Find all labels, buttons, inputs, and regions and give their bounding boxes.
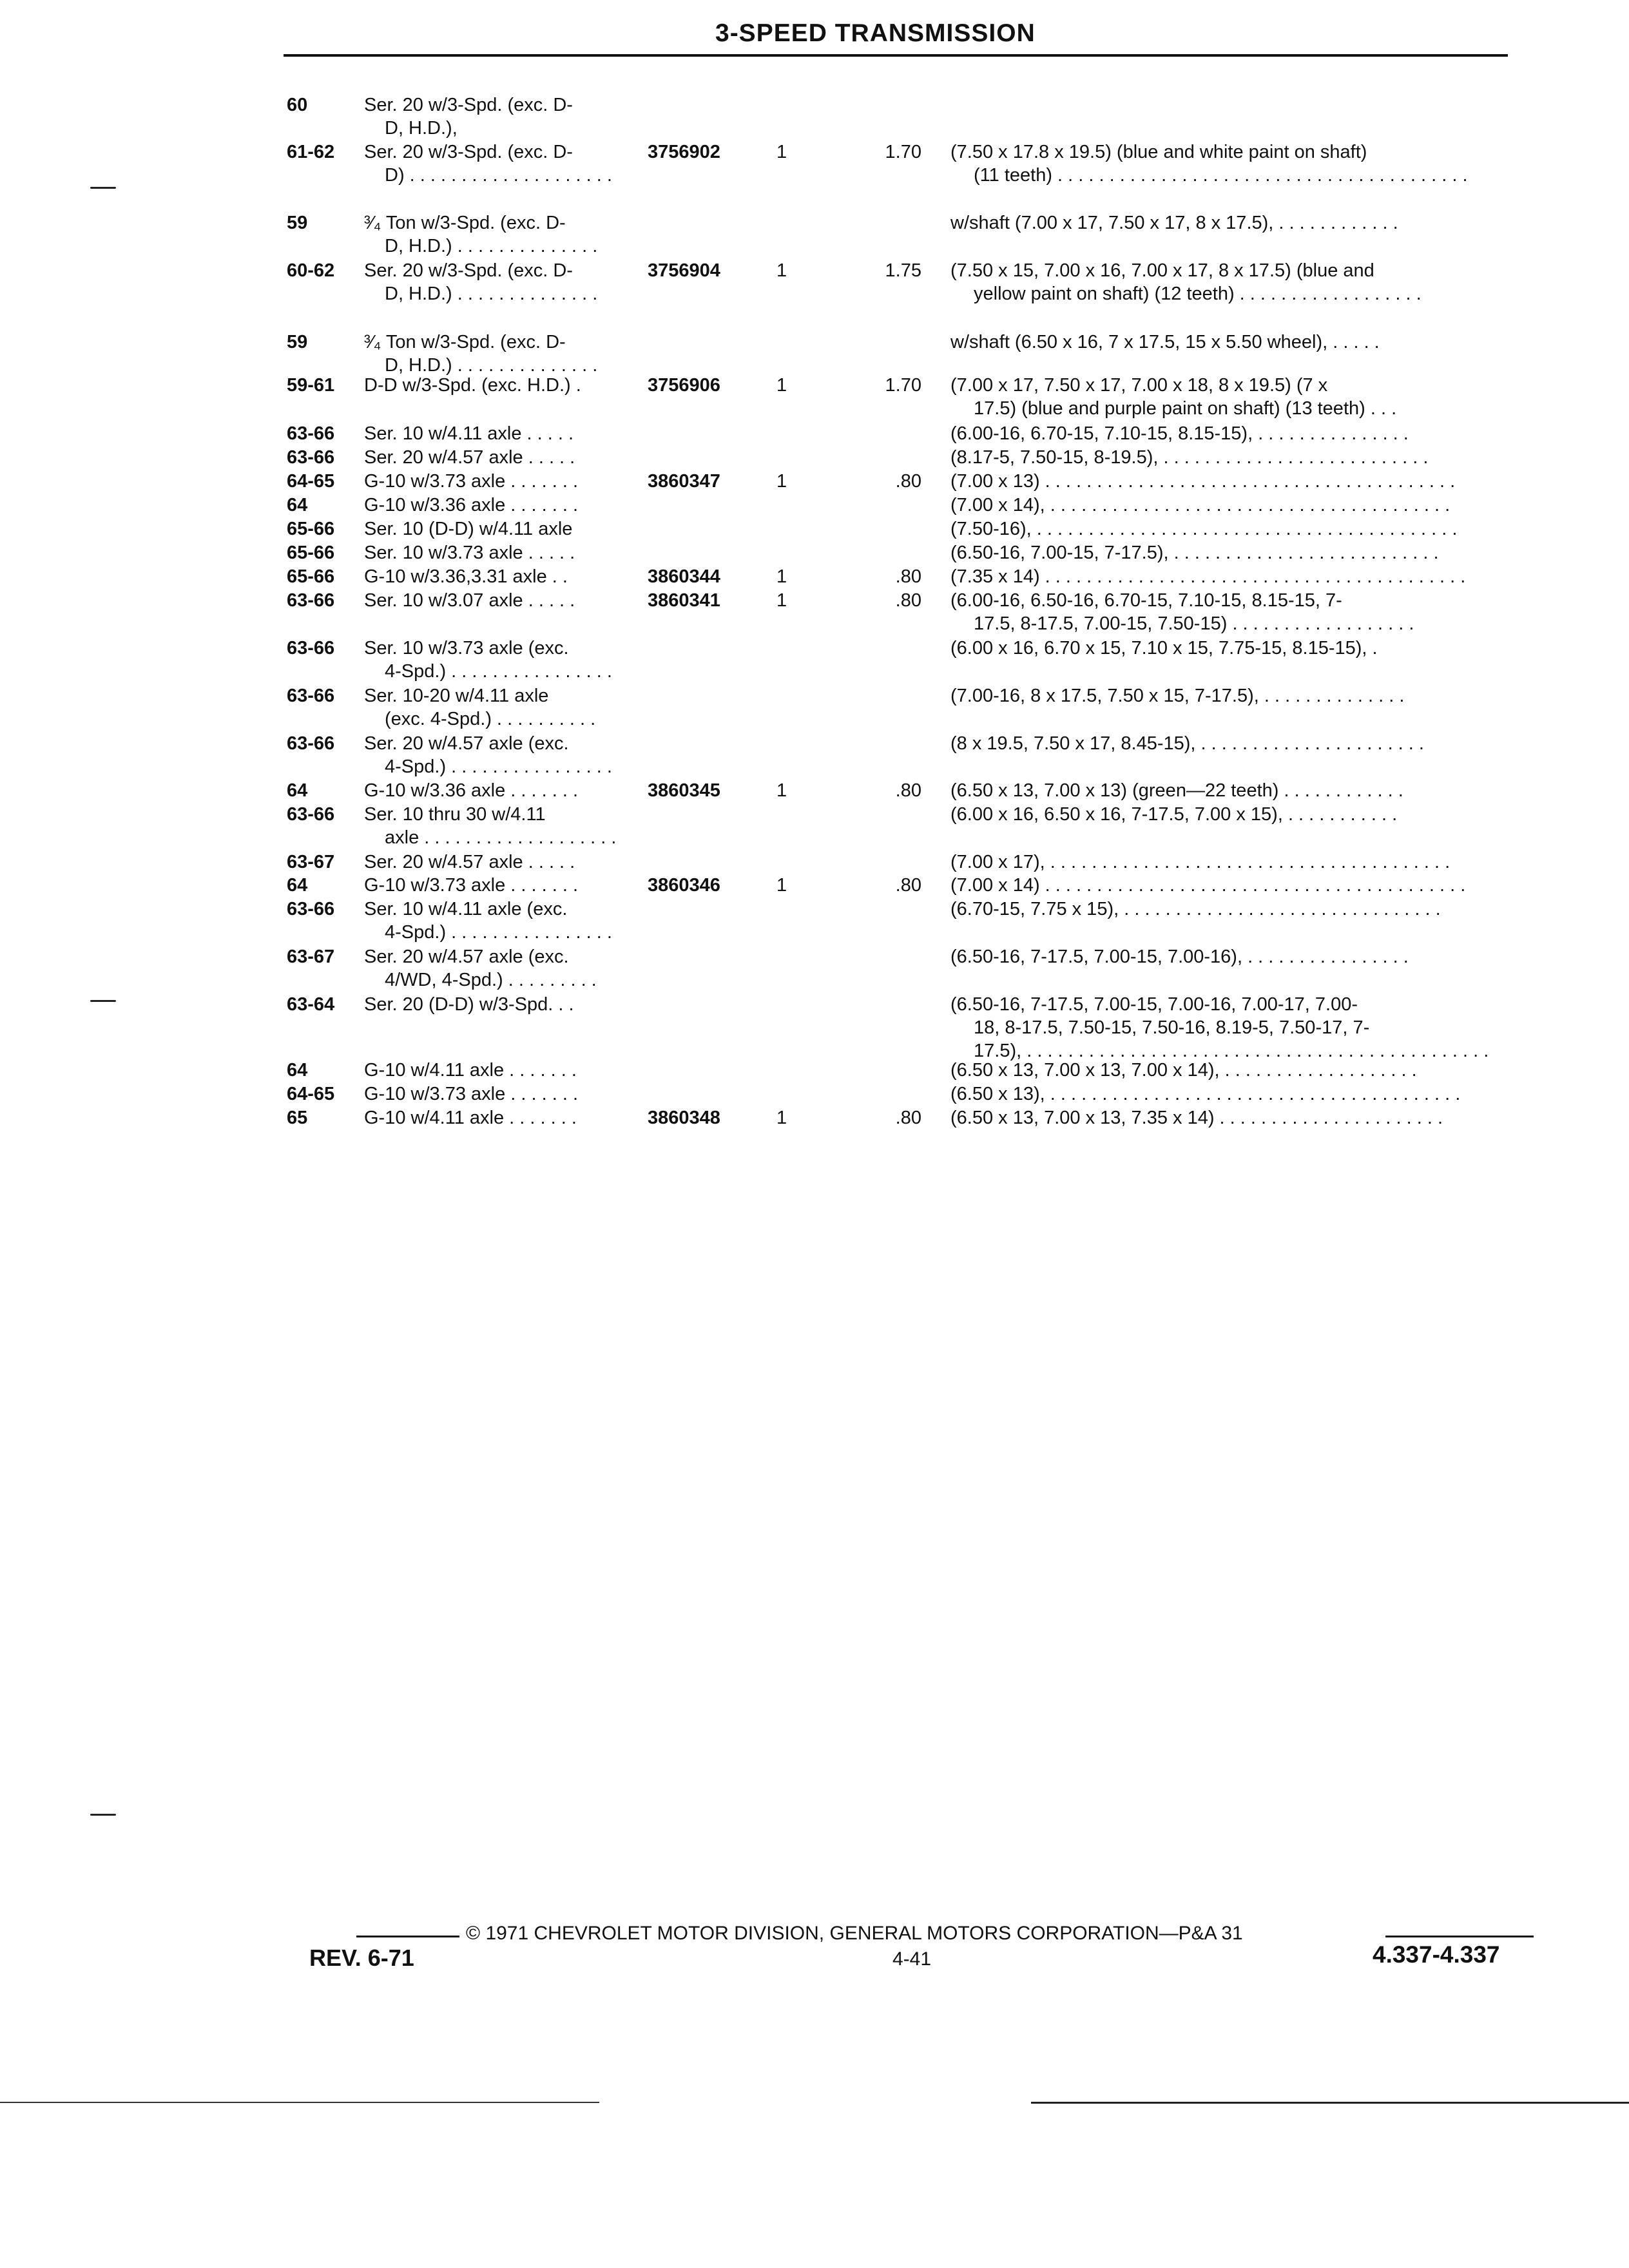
description-line: (6.00-16, 6.70-15, 7.10-15, 8.15-15), . . . . . . . . . . . . . . .: [950, 423, 1409, 444]
application-cell: [364, 1106, 648, 1129]
application-cell: [364, 803, 648, 849]
application-cell: [364, 993, 648, 1016]
application-cell: [364, 1059, 648, 1082]
model-year: 59: [287, 213, 308, 233]
application-line: ³⁄₄ Ton w/3-Spd. (exc. D-: [364, 332, 566, 352]
model-year: 64-65: [287, 1084, 335, 1104]
description-cell: [950, 470, 1518, 493]
model-year: 60: [287, 95, 308, 115]
quantity: 1: [776, 471, 787, 492]
quantity: 1: [776, 1108, 787, 1128]
application-line: G-10 w/3.36 axle . . . . . . .: [364, 780, 579, 801]
description-line: (6.00 x 16, 6.70 x 15, 7.10 x 15, 7.75-15, 8.15-15), .: [950, 638, 1378, 658]
description-line: (6.70-15, 7.75 x 15), . . . . . . . . . . . . . . . . . . . . . . . . . . . . . . .: [950, 899, 1441, 919]
application-line: D, H.D.) . . . . . . . . . . . . . .: [385, 284, 598, 304]
application-cell: [364, 470, 648, 493]
margin-mark: [90, 1814, 116, 1816]
application-line: Ser. 20 w/4.57 axle (exc.: [364, 947, 569, 967]
price: 1.75: [885, 260, 921, 281]
application-cell: [364, 494, 648, 517]
application-line: Ser. 20 w/4.57 axle (exc.: [364, 733, 569, 754]
part-number: 3860345: [648, 780, 720, 801]
application-line: 4-Spd.) . . . . . . . . . . . . . . . .: [385, 661, 612, 682]
description-cell: [950, 517, 1518, 541]
description-cell: [950, 850, 1518, 874]
model-year: 59-61: [287, 375, 335, 396]
model-year: 63-66: [287, 804, 335, 825]
application-line: 4-Spd.) . . . . . . . . . . . . . . . .: [385, 922, 612, 943]
application-line: G-10 w/3.73 axle . . . . . . .: [364, 875, 579, 896]
application-cell: [364, 1082, 648, 1106]
scan-edge-line: [0, 2102, 599, 2103]
application-cell: [364, 565, 648, 588]
model-year: 64: [287, 495, 308, 515]
application-line: Ser. 20 w/4.57 axle . . . . .: [364, 852, 575, 872]
model-year: 63-66: [287, 423, 335, 444]
model-year: 63-66: [287, 447, 335, 468]
application-line: ³⁄₄ Ton w/3-Spd. (exc. D-: [364, 213, 566, 233]
application-line: Ser. 20 w/4.57 axle . . . . .: [364, 447, 575, 468]
model-year: 59: [287, 332, 308, 352]
revision-label: REV. 6-71: [309, 1945, 414, 1971]
model-year: 63-67: [287, 947, 335, 967]
description-cell: [950, 732, 1518, 755]
application-line: Ser. 10 w/4.11 axle . . . . .: [364, 423, 574, 444]
application-line: G-10 w/4.11 axle . . . . . . .: [364, 1108, 577, 1128]
description-cell: [950, 1106, 1518, 1129]
margin-mark: [90, 187, 116, 189]
application-line: 4-Spd.) . . . . . . . . . . . . . . . .: [385, 756, 612, 777]
description-line: (7.00-16, 8 x 17.5, 7.50 x 15, 7-17.5), . . . . . . . . . . . . . .: [950, 686, 1405, 706]
price: .80: [895, 566, 921, 587]
quantity: 1: [776, 780, 787, 801]
description-cell: [950, 494, 1518, 517]
part-number: 3860346: [648, 875, 720, 896]
part-number: 3860344: [648, 566, 720, 587]
description-cell: [950, 779, 1518, 802]
part-number: 3860341: [648, 590, 720, 611]
model-year: 63-66: [287, 899, 335, 919]
application-line: G-10 w/3.36 axle . . . . . . .: [364, 495, 579, 515]
description-line: 17.5) (blue and purple paint on shaft) (13 teeth) . . .: [974, 398, 1397, 419]
application-line: D, H.D.),: [385, 118, 458, 139]
description-cell: [950, 374, 1518, 420]
application-cell: [364, 779, 648, 802]
quantity: 1: [776, 260, 787, 281]
part-number: 3860348: [648, 1108, 720, 1128]
application-line: Ser. 10 w/3.07 axle . . . . .: [364, 590, 575, 611]
description-line: yellow paint on shaft) (12 teeth) . . . . . . . . . . . . . . . . . .: [974, 284, 1422, 304]
description-cell: [950, 874, 1518, 897]
model-year: 63-66: [287, 686, 335, 706]
description-cell: [950, 541, 1518, 564]
model-year: 63-64: [287, 994, 335, 1015]
quantity: 1: [776, 142, 787, 162]
price: .80: [895, 875, 921, 896]
application-line: G-10 w/3.36,3.31 axle . .: [364, 566, 568, 587]
application-cell: [364, 874, 648, 897]
description-line: (6.50 x 13, 7.00 x 13) (green—22 teeth) . . . . . . . . . . . .: [950, 780, 1403, 801]
application-line: G-10 w/3.73 axle . . . . . . .: [364, 471, 579, 492]
application-line: D, H.D.) . . . . . . . . . . . . . .: [385, 236, 598, 256]
page-title: 3-SPEED TRANSMISSION: [715, 19, 1036, 47]
application-cell: [364, 589, 648, 612]
application-cell: [364, 732, 648, 778]
copyright-notice: © 1971 CHEVROLET MOTOR DIVISION, GENERAL MOTORS CORPORATION—P&A 31: [466, 1923, 1243, 1944]
application-line: axle . . . . . . . . . . . . . . . . . . .: [385, 827, 617, 848]
description-cell: [950, 993, 1518, 1062]
description-line: (7.50-16), . . . . . . . . . . . . . . . . . . . . . . . . . . . . . . . . . . . . . . . . .: [950, 519, 1458, 539]
description-line: 17.5), . . . . . . . . . . . . . . . . . . . . . . . . . . . . . . . . . . . . . . . . . . . . .: [974, 1041, 1489, 1061]
description-line: (7.00 x 17), . . . . . . . . . . . . . . . . . . . . . . . . . . . . . . . . . . . . . . .: [950, 852, 1451, 872]
model-year: 61-62: [287, 142, 335, 162]
application-cell: [364, 446, 648, 469]
section-number: 4.337-4.337: [1373, 1941, 1500, 1968]
description-line: (7.50 x 17.8 x 19.5) (blue and white paint on shaft): [950, 142, 1367, 162]
application-cell: [364, 850, 648, 874]
description-cell: [950, 1082, 1518, 1106]
application-line: Ser. 20 (D-D) w/3-Spd. . .: [364, 994, 574, 1015]
application-line: D, H.D.) . . . . . . . . . . . . . .: [385, 355, 598, 376]
description-line: (6.50-16, 7-17.5, 7.00-15, 7.00-16), . . . . . . . . . . . . . . . .: [950, 947, 1409, 967]
price: .80: [895, 590, 921, 611]
description-cell: [950, 803, 1518, 826]
model-year: 63-66: [287, 733, 335, 754]
description-line: 18, 8-17.5, 7.50-15, 7.50-16, 8.19-5, 7.50-17, 7-: [974, 1017, 1370, 1038]
description-cell: [950, 589, 1518, 635]
description-line: (6.50-16, 7-17.5, 7.00-15, 7.00-16, 7.00-17, 7.00-: [950, 994, 1358, 1015]
description-line: (8 x 19.5, 7.50 x 17, 8.45-15), . . . . . . . . . . . . . . . . . . . . . .: [950, 733, 1424, 754]
quantity: 1: [776, 590, 787, 611]
description-line: (8.17-5, 7.50-15, 8-19.5), . . . . . . . . . . . . . . . . . . . . . . . . . .: [950, 447, 1429, 468]
application-line: G-10 w/3.73 axle . . . . . . .: [364, 1084, 579, 1104]
price: .80: [895, 780, 921, 801]
part-number: 3860347: [648, 471, 720, 492]
description-line: (6.50 x 13, 7.00 x 13, 7.35 x 14) . . . . . . . . . . . . . . . . . . . . . .: [950, 1108, 1443, 1128]
description-line: (11 teeth) . . . . . . . . . . . . . . . . . . . . . . . . . . . . . . . . . . . . . . . .: [974, 165, 1468, 186]
application-cell: [364, 684, 648, 731]
application-cell: [364, 93, 648, 140]
description-cell: [950, 446, 1518, 469]
description-line: w/shaft (6.50 x 16, 7 x 17.5, 15 x 5.50 wheel), . . . . .: [950, 332, 1380, 352]
description-cell: [950, 211, 1518, 235]
application-cell: [364, 898, 648, 944]
model-year: 63-66: [287, 590, 335, 611]
description-line: (7.50 x 15, 7.00 x 16, 7.00 x 17, 8 x 17.5) (blue and: [950, 260, 1374, 281]
description-cell: [950, 259, 1518, 305]
description-line: (6.50 x 13, 7.00 x 13, 7.00 x 14), . . . . . . . . . . . . . . . . . . .: [950, 1060, 1417, 1081]
price: 1.70: [885, 142, 921, 162]
model-year: 64: [287, 1060, 308, 1081]
application-cell: [364, 211, 648, 258]
application-line: D-D w/3-Spd. (exc. H.D.) .: [364, 375, 581, 396]
application-line: Ser. 20 w/3-Spd. (exc. D-: [364, 95, 573, 115]
application-line: D) . . . . . . . . . . . . . . . . . . . .: [385, 165, 612, 186]
description-cell: [950, 331, 1518, 354]
model-year: 64: [287, 780, 308, 801]
application-cell: [364, 637, 648, 683]
application-line: Ser. 20 w/3-Spd. (exc. D-: [364, 260, 573, 281]
description-line: (6.00 x 16, 6.50 x 16, 7-17.5, 7.00 x 15), . . . . . . . . . . .: [950, 804, 1398, 825]
model-year: 60-62: [287, 260, 335, 281]
application-line: Ser. 10 w/3.73 axle . . . . .: [364, 543, 575, 563]
part-number: 3756902: [648, 142, 720, 162]
description-line: (6.50 x 13), . . . . . . . . . . . . . . . . . . . . . . . . . . . . . . . . . . . . . . . .: [950, 1084, 1461, 1104]
page-number: 4-41: [892, 1948, 932, 1970]
application-cell: [364, 517, 648, 541]
description-line: (7.00 x 13) . . . . . . . . . . . . . . . . . . . . . . . . . . . . . . . . . . . . . . . .: [950, 471, 1456, 492]
application-cell: [364, 259, 648, 305]
description-line: (6.00-16, 6.50-16, 6.70-15, 7.10-15, 8.15-15, 7-: [950, 590, 1342, 611]
description-line: (7.00 x 14), . . . . . . . . . . . . . . . . . . . . . . . . . . . . . . . . . . . . . . .: [950, 495, 1451, 515]
application-line: Ser. 10 (D-D) w/4.11 axle: [364, 519, 573, 539]
price: .80: [895, 1108, 921, 1128]
model-year: 65-66: [287, 566, 335, 587]
model-year: 65: [287, 1108, 308, 1128]
application-cell: [364, 422, 648, 445]
description-line: (6.50-16, 7.00-15, 7-17.5), . . . . . . . . . . . . . . . . . . . . . . . . . .: [950, 543, 1439, 563]
price: 1.70: [885, 375, 921, 396]
header-rule: [284, 54, 1508, 57]
price: .80: [895, 471, 921, 492]
description-cell: [950, 945, 1518, 968]
description-line: (7.35 x 14) . . . . . . . . . . . . . . . . . . . . . . . . . . . . . . . . . . . . . . . . .: [950, 566, 1466, 587]
description-cell: [950, 140, 1518, 187]
application-line: Ser. 20 w/3-Spd. (exc. D-: [364, 142, 573, 162]
description-cell: [950, 1059, 1518, 1082]
description-cell: [950, 637, 1518, 660]
model-year: 63-67: [287, 852, 335, 872]
application-cell: [364, 331, 648, 377]
application-line: Ser. 10 w/3.73 axle (exc.: [364, 638, 569, 658]
application-cell: [364, 140, 648, 187]
quantity: 1: [776, 375, 787, 396]
quantity: 1: [776, 566, 787, 587]
model-year: 64-65: [287, 471, 335, 492]
description-cell: [950, 898, 1518, 921]
model-year: 63-66: [287, 638, 335, 658]
footer-rule: [1385, 1936, 1534, 1937]
model-year: 65-66: [287, 543, 335, 563]
scan-edge-line: [1031, 2102, 1629, 2104]
footer-rule: [356, 1936, 459, 1937]
application-line: Ser. 10 w/4.11 axle (exc.: [364, 899, 568, 919]
model-year: 65-66: [287, 519, 335, 539]
application-cell: [364, 541, 648, 564]
description-line: 17.5, 8-17.5, 7.00-15, 7.50-15) . . . . . . . . . . . . . . . . . .: [974, 613, 1414, 634]
application-line: (exc. 4-Spd.) . . . . . . . . . .: [385, 709, 596, 729]
quantity: 1: [776, 875, 787, 896]
part-number: 3756906: [648, 375, 720, 396]
application-cell: [364, 374, 648, 397]
application-cell: [364, 945, 648, 992]
application-line: 4/WD, 4-Spd.) . . . . . . . . .: [385, 970, 597, 990]
description-line: (7.00 x 17, 7.50 x 17, 7.00 x 18, 8 x 19.5) (7 x: [950, 375, 1328, 396]
description-line: (7.00 x 14) . . . . . . . . . . . . . . . . . . . . . . . . . . . . . . . . . . . . . . . . .: [950, 875, 1466, 896]
application-line: G-10 w/4.11 axle . . . . . . .: [364, 1060, 577, 1081]
description-cell: [950, 684, 1518, 707]
model-year: 64: [287, 875, 308, 896]
part-number: 3756904: [648, 260, 720, 281]
description-cell: [950, 565, 1518, 588]
margin-mark: [90, 1000, 116, 1002]
application-line: Ser. 10 thru 30 w/4.11: [364, 804, 546, 825]
application-line: Ser. 10-20 w/4.11 axle: [364, 686, 549, 706]
description-line: w/shaft (7.00 x 17, 7.50 x 17, 8 x 17.5), . . . . . . . . . . . .: [950, 213, 1398, 233]
description-cell: [950, 422, 1518, 445]
